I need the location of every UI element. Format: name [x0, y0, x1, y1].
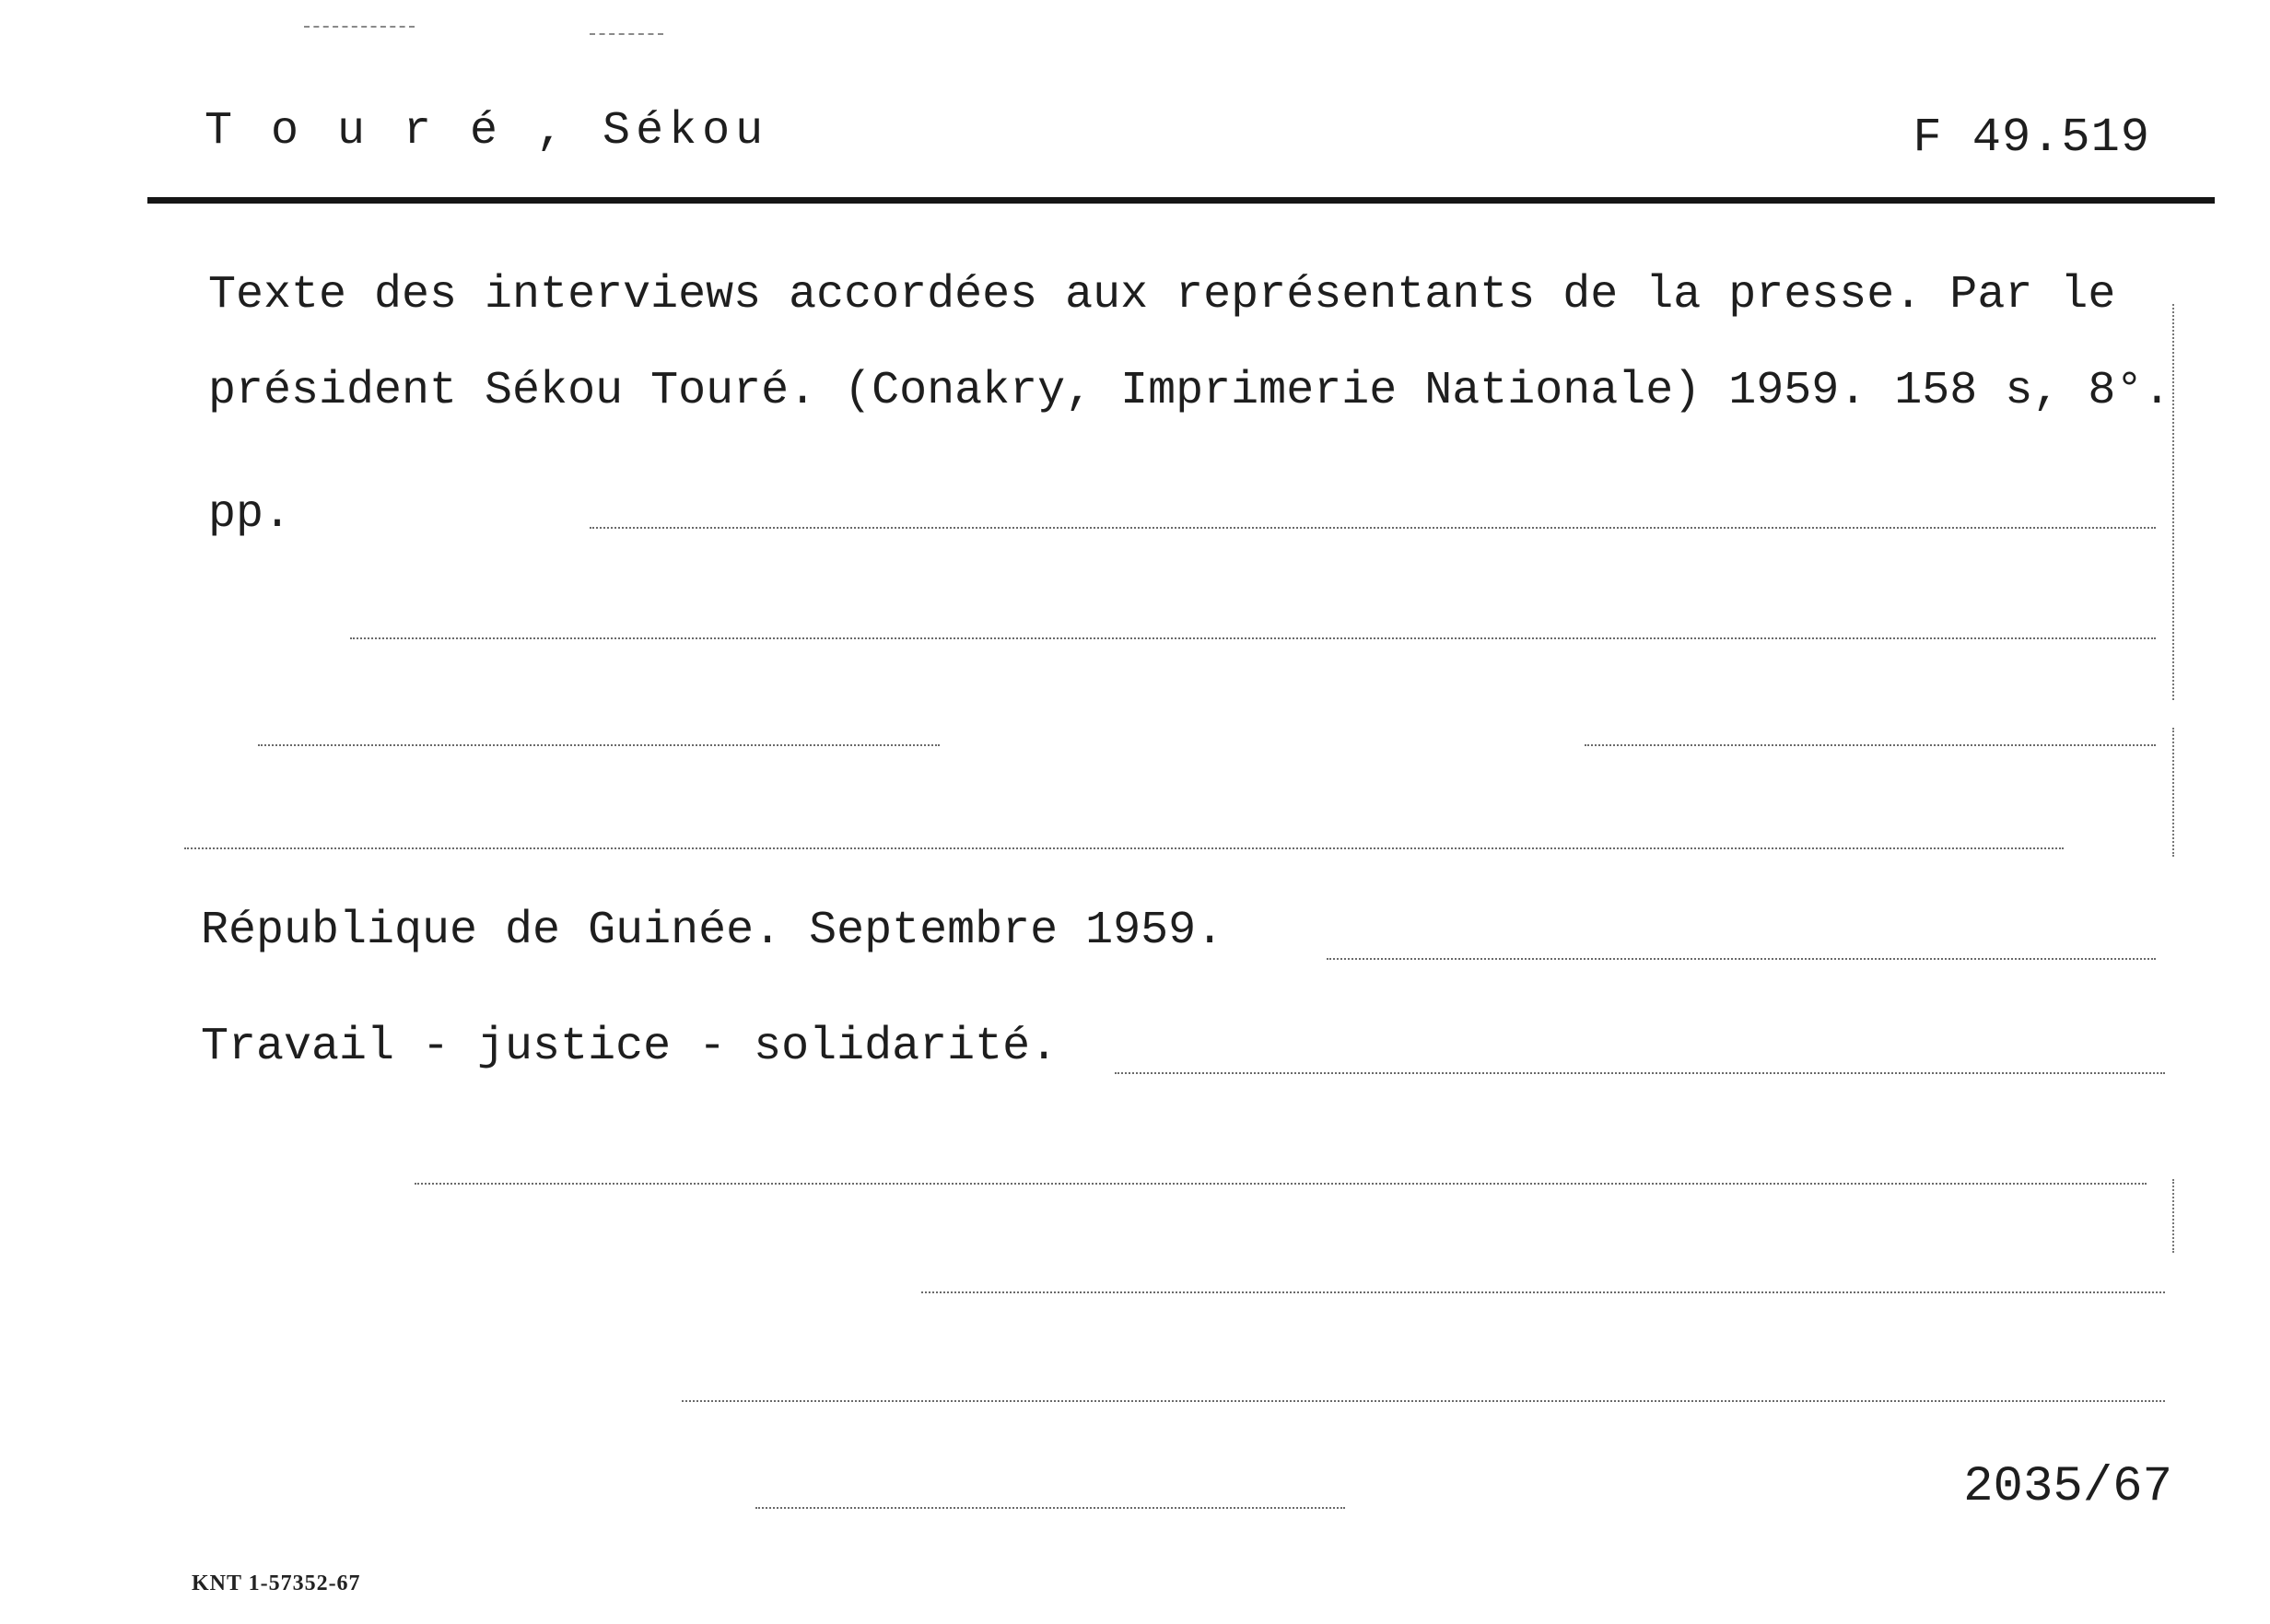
right-margin-dots — [2172, 304, 2174, 700]
title-line-2: président Sékou Touré. (Conakry, Imprimerie Nationale) 1959. 158 s, 8°. — [208, 365, 2171, 417]
card-ruling-line — [415, 1183, 2147, 1185]
series-line-1: République de Guinée. Septembre 1959. — [201, 905, 1224, 957]
accession-number: 2035/67 — [1963, 1459, 2172, 1515]
card-ruling-line — [184, 847, 2064, 849]
scan-artifact-top-2 — [590, 33, 663, 35]
right-margin-dots — [2172, 1179, 2174, 1253]
title-line-3: pp. — [208, 488, 292, 541]
series-line-2: Travail - justice - solidarité. — [201, 1021, 1059, 1073]
card-ruling-line — [350, 637, 2156, 639]
card-ruling-line — [590, 527, 2156, 529]
card-ruling-line — [755, 1507, 1345, 1509]
card-ruling-line — [1585, 744, 2156, 746]
card-ruling-line — [921, 1291, 2165, 1293]
card-ruling-line — [1115, 1072, 2165, 1074]
card-ruling-line — [682, 1400, 2165, 1402]
card-ruling-line — [258, 744, 940, 746]
card-author-heading: T o u r é , Sékou — [205, 105, 769, 158]
card-ruling-line — [1327, 958, 2156, 960]
right-margin-dots — [2172, 728, 2174, 857]
call-number: F 49.519 — [1913, 111, 2150, 165]
scan-artifact-top — [304, 26, 415, 28]
title-line-1: Texte des interviews accordées aux représentants de la presse. Par le — [208, 269, 2116, 321]
printer-mark: KNT 1-57352-67 — [192, 1571, 361, 1595]
heading-rule — [147, 197, 2215, 204]
